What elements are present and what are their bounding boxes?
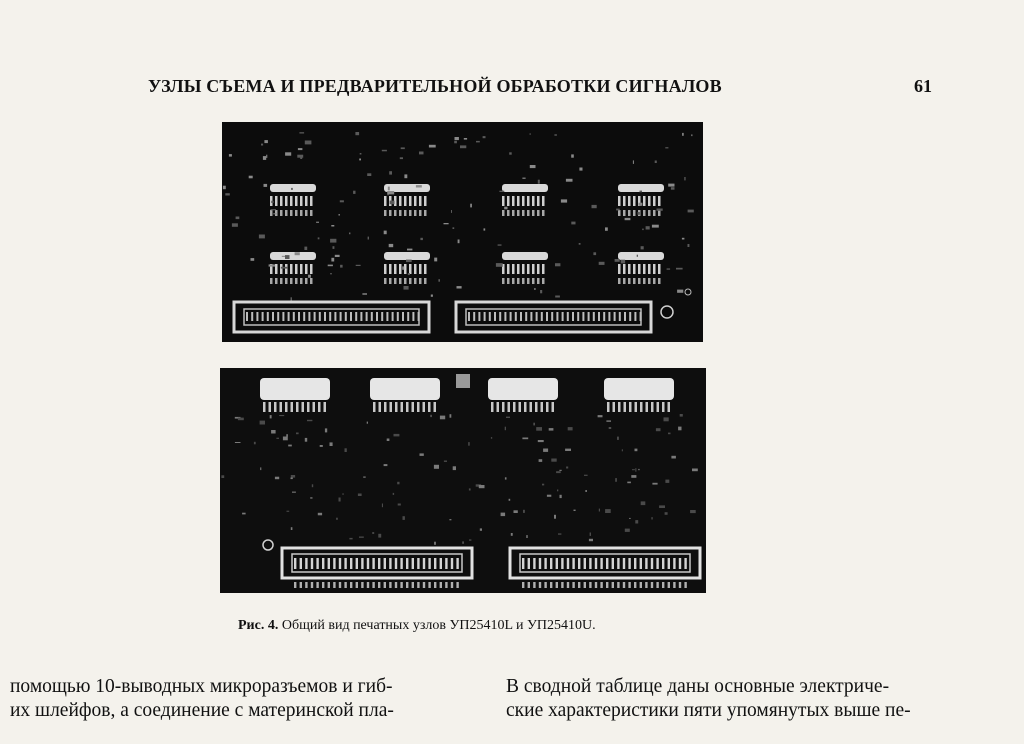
board-photo-bottom [220, 368, 706, 593]
running-head [148, 76, 938, 102]
caption-text: Общий вид печатных узлов УП25410L и УП25410U. [278, 618, 596, 633]
text-line: В сводной таблице даны основные электриче- [506, 676, 890, 697]
board-photo-top [222, 122, 703, 342]
chapter-title: УЗЛЫ СЪЕМА И ПРЕДВАРИТЕЛЬНОЙ ОБРАБОТКИ СИГНАЛОВ [148, 76, 722, 96]
text-line: их шлейфов, а соединение с материнской пла- [10, 700, 394, 721]
left-text-column [10, 675, 394, 723]
caption-label: Рис. 4. [238, 618, 279, 633]
text-line: помощью 10-выводных микроразъемов и гиб- [10, 676, 393, 697]
text-line: ские характеристики пяти упомянутых выше пе- [506, 700, 911, 721]
right-text-column [506, 675, 911, 723]
figure-caption [238, 618, 596, 634]
page-number: 61 [914, 76, 932, 96]
